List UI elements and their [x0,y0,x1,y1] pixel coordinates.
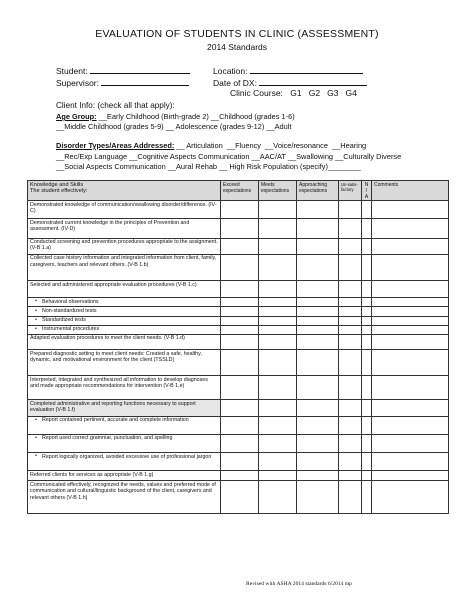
table-row [28,350,449,376]
unsatisfactory-cell[interactable] [339,453,362,471]
na-cell[interactable] [362,280,372,297]
approaching-cell[interactable] [297,219,339,238]
meets-cell[interactable] [259,307,297,316]
skill-cell: Conducted screening and prevention procedures appropriate to the assignment. (V-B 1.a) [28,238,221,254]
location-field [213,64,363,76]
disorder-label: Disorder Types/Areas Addressed: [56,141,175,150]
location-blank[interactable] [250,64,363,74]
unsatisfactory-cell[interactable] [339,298,362,307]
date-dx-blank[interactable] [259,76,367,86]
na-cell[interactable] [362,453,372,471]
clinic-course-label: Clinic Course: [230,88,283,98]
exceed-cell[interactable] [221,334,259,349]
exceed-cell[interactable] [221,325,259,334]
approaching-cell[interactable] [297,434,339,452]
skill-cell: • Non-standardized tests [28,307,221,316]
comments-cell[interactable] [372,481,449,513]
header-na: N / A [362,181,372,201]
approaching-cell[interactable] [297,254,339,280]
comments-cell[interactable] [372,219,449,238]
comments-cell[interactable] [372,254,449,280]
comments-cell[interactable] [372,471,449,481]
skill-cell: Referred clients for services as appropriate (V-B 1.g) [28,471,221,481]
age-group-line1 [56,112,295,121]
meets-cell[interactable] [259,350,297,376]
supervisor-label: Supervisor: [56,78,99,88]
comments-cell[interactable] [372,307,449,316]
exceed-cell[interactable] [221,280,259,297]
exceed-cell[interactable] [221,453,259,471]
unsatisfactory-cell[interactable] [339,201,362,219]
exceed-cell[interactable] [221,307,259,316]
disorder-line1 [56,141,366,150]
skill-cell: Completed administrative and reporting functions necessary to support evaluation (V-B 1.f) [28,400,221,416]
na-cell[interactable] [362,434,372,452]
meets-cell[interactable] [259,400,297,416]
supervisor-field [56,76,189,88]
comments-cell[interactable] [372,416,449,434]
table-row [28,254,449,280]
header-skills-label: Knowledge and Skills [30,181,84,188]
na-cell[interactable] [362,325,372,334]
table-row [28,307,449,316]
unsatisfactory-cell[interactable] [339,307,362,316]
unsatisfactory-cell[interactable] [339,376,362,400]
na-cell[interactable] [362,400,372,416]
comments-cell[interactable] [372,434,449,452]
table-row [28,471,449,481]
na-cell[interactable] [362,350,372,376]
exceed-cell[interactable] [221,350,259,376]
approaching-cell[interactable] [297,416,339,434]
skill-cell: • Report used correct grammar, punctuation, and spelling [28,434,221,452]
meets-cell[interactable] [259,471,297,481]
na-cell[interactable] [362,471,372,481]
table-row [28,400,449,416]
approaching-cell[interactable] [297,316,339,325]
age-group-label: Age Group: [56,112,97,121]
table-row [28,238,449,254]
skill-cell: • Instrumental procedures [28,325,221,334]
exceed-cell[interactable] [221,254,259,280]
header-approaching: Approaching expectations [297,181,339,201]
skill-cell: Demonstrated knowledge of communication/swallowing disorder/difference. (IV-C) [28,201,221,219]
meets-cell[interactable] [259,325,297,334]
meets-cell[interactable] [259,334,297,349]
skill-cell: Interpreted, integrated and synthesized all information to develop diagnoses and made appropriate recommendations for intervention (V-B 1.e) [28,376,221,400]
skill-cell: Adapted evaluation procedures to meet the client needs. (V-B 1.d) [28,334,221,349]
table-row [28,434,449,452]
comments-cell[interactable] [372,350,449,376]
table-row [28,325,449,334]
table-row [28,298,449,307]
exceed-cell[interactable] [221,434,259,452]
table-row [28,481,449,513]
exceed-cell[interactable] [221,481,259,513]
approaching-cell[interactable] [297,471,339,481]
table-row [28,219,449,238]
approaching-cell[interactable] [297,325,339,334]
comments-cell[interactable] [372,453,449,471]
na-cell[interactable] [362,316,372,325]
table-row [28,316,449,325]
approaching-cell[interactable] [297,238,339,254]
header-exceed: Exceed expectations [221,181,259,201]
comments-cell[interactable] [372,334,449,349]
approaching-cell[interactable] [297,453,339,471]
clinic-course-field [230,88,357,98]
header-comments: Comments [372,181,449,201]
table-row [28,376,449,400]
disorder-line2[interactable]: __Rec/Exp Language __Cognitive Aspects Communication __AAC/AT __Swallowing __Culturally Diverse [56,152,402,161]
skill-cell: • Report logically organized, avoided excessive use of professional jargon [28,453,221,471]
unsatisfactory-cell[interactable] [339,434,362,452]
exceed-cell[interactable] [221,201,259,219]
meets-cell[interactable] [259,376,297,400]
header-skills-sub: The student effectively: [30,187,88,194]
meets-cell[interactable] [259,219,297,238]
approaching-cell[interactable] [297,307,339,316]
student-field [56,64,190,76]
unsatisfactory-cell[interactable] [339,325,362,334]
date-dx-field [213,76,367,88]
meets-cell[interactable] [259,416,297,434]
header-meets: Meets expectations [259,181,297,201]
evaluation-table [27,180,449,514]
age-group-line2[interactable]: __Middle Childhood (grades 5-9) __ Adolescence (grades 9-12) __Adult [56,122,292,131]
na-cell[interactable] [362,481,372,513]
approaching-cell[interactable] [297,350,339,376]
meets-cell[interactable] [259,453,297,471]
student-label: Student: [56,66,88,76]
approaching-cell[interactable] [297,400,339,416]
unsatisfactory-cell[interactable] [339,350,362,376]
footer-revision: Revised with ASHA 2014 standards 6/2014 mp [246,581,352,587]
na-cell[interactable] [362,416,372,434]
unsatisfactory-cell[interactable] [339,416,362,434]
approaching-cell[interactable] [297,376,339,400]
table-row [28,280,449,297]
skill-cell: • Behavioral observations [28,298,221,307]
exceed-cell[interactable] [221,316,259,325]
comments-cell[interactable] [372,400,449,416]
unsatisfactory-cell[interactable] [339,334,362,349]
exceed-cell[interactable] [221,238,259,254]
comments-cell[interactable] [372,280,449,297]
meets-cell[interactable] [259,280,297,297]
approaching-cell[interactable] [297,334,339,349]
unsatisfactory-cell[interactable] [339,280,362,297]
table-row [28,201,449,219]
approaching-cell[interactable] [297,298,339,307]
skill-cell: Demonstrated current knowledge in the principles of Prevention and assessment. (IV-D) [28,219,221,238]
exceed-cell[interactable] [221,400,259,416]
na-cell[interactable] [362,254,372,280]
comments-cell[interactable] [372,376,449,400]
location-label: Location: [213,66,248,76]
exceed-cell[interactable] [221,298,259,307]
meets-cell[interactable] [259,201,297,219]
table-row [28,416,449,434]
header-skills [28,181,221,201]
student-blank[interactable] [90,64,190,74]
exceed-cell[interactable] [221,471,259,481]
table-header-row [28,181,449,201]
unsatisfactory-cell[interactable] [339,316,362,325]
na-cell[interactable] [362,201,372,219]
meets-cell[interactable] [259,238,297,254]
meets-cell[interactable] [259,481,297,513]
disorder-options1[interactable]: __ Articulation __Fluency __Voice/resonance __Hearing [174,141,367,150]
page-subtitle: 2014 Standards [206,42,268,52]
skill-cell: Selected and administered appropriate evaluation procedures (V-B 1.c) [28,280,221,297]
exceed-cell[interactable] [221,416,259,434]
na-cell[interactable] [362,334,372,349]
table-row [28,453,449,471]
skill-cell: • Standardized tests [28,316,221,325]
na-cell[interactable] [362,219,372,238]
exceed-cell[interactable] [221,219,259,238]
client-info-heading: Client Info: (check all that apply): [56,101,175,110]
approaching-cell[interactable] [297,481,339,513]
age-group-options1[interactable]: __Early Childhood (Birth-grade 2) __Childhood (grades 1-6) [96,112,295,121]
unsatisfactory-cell[interactable] [339,238,362,254]
comments-cell[interactable] [372,298,449,307]
skill-cell: Collected case history information and integrated information from client, family, caregivers, teachers and relevant others. (V-B 1.b) [28,254,221,280]
header-unsatisfactory: Un-satis-factory [339,181,362,201]
comments-cell[interactable] [372,316,449,325]
approaching-cell[interactable] [297,280,339,297]
table-row [28,334,449,349]
unsatisfactory-cell[interactable] [339,481,362,513]
unsatisfactory-cell[interactable] [339,219,362,238]
page-title: EVALUATION OF STUDENTS IN CLINIC (ASSESSMENT) [95,28,379,40]
skill-cell: Communicated effectively, recognized the needs, values and preferred mode of communication and cultural/linguistic background of the client, caregivers and relevant others (V-B 1.h) [28,481,221,513]
comments-cell[interactable] [372,238,449,254]
meets-cell[interactable] [259,298,297,307]
na-cell[interactable] [362,238,372,254]
na-cell[interactable] [362,376,372,400]
na-cell[interactable] [362,307,372,316]
unsatisfactory-cell[interactable] [339,254,362,280]
date-dx-label: Date of DX: [213,78,257,88]
comments-cell[interactable] [372,325,449,334]
approaching-cell[interactable] [297,201,339,219]
comments-cell[interactable] [372,201,449,219]
unsatisfactory-cell[interactable] [339,471,362,481]
skill-cell: Prepared diagnostic setting to meet client needs: Created a safe, healthy, dynamic, and motivational environment for the client (TSSLD) [28,350,221,376]
na-cell[interactable] [362,298,372,307]
disorder-line3[interactable]: __Social Aspects Communication __Aural Rehab __ High Risk Population (specify)________ [56,162,361,171]
meets-cell[interactable] [259,254,297,280]
supervisor-blank[interactable] [101,76,189,86]
clinic-course-options[interactable]: G1 G2 G3 G4 [290,88,357,98]
meets-cell[interactable] [259,434,297,452]
unsatisfactory-cell[interactable] [339,400,362,416]
exceed-cell[interactable] [221,376,259,400]
skill-cell: • Report contained pertinent, accurate and complete information [28,416,221,434]
meets-cell[interactable] [259,316,297,325]
